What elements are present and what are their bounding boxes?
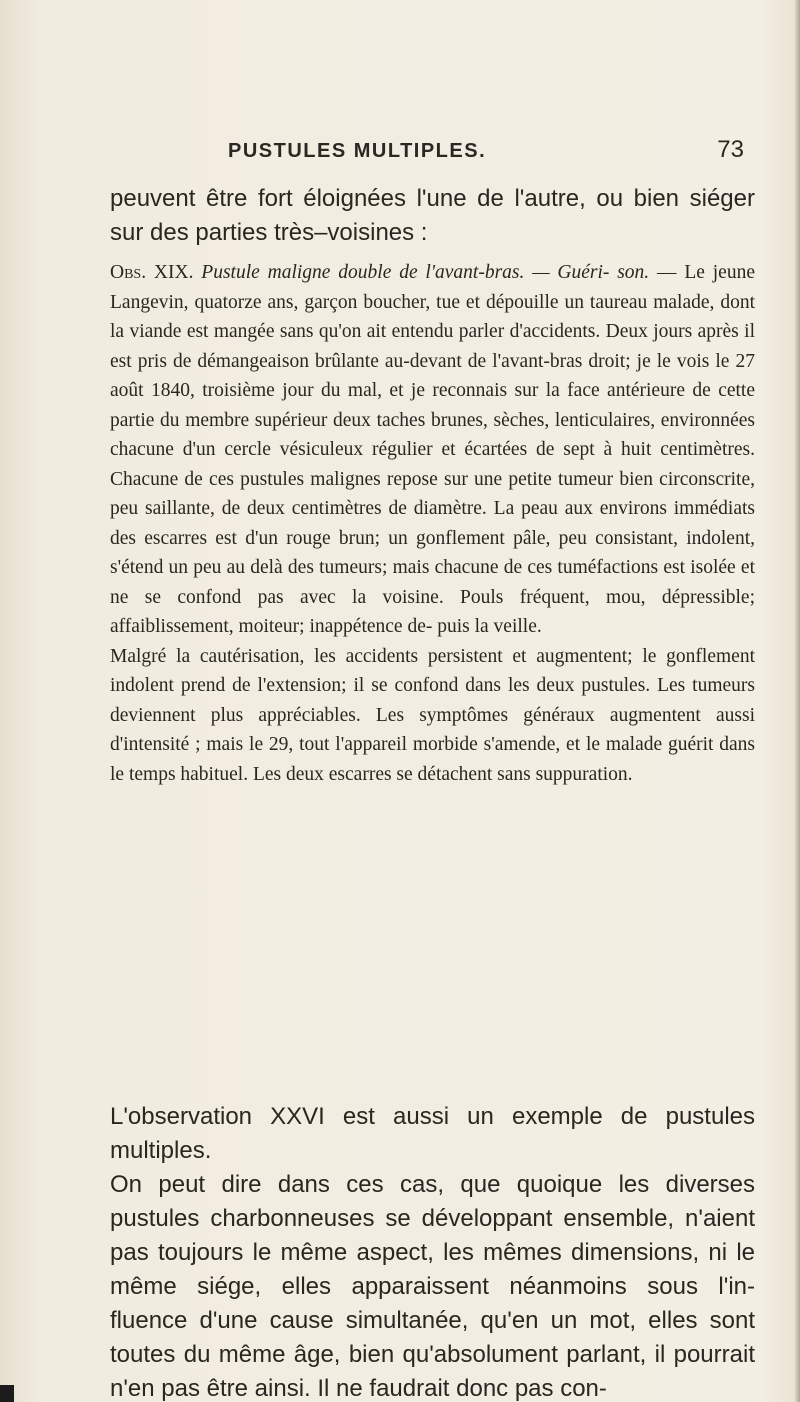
conclusion-paragraph-2: On peut dire dans ces cas, que quoique les diverses pustules charbonneuses se développant ensemble, n'aient pas toujours le même aspect, les mêmes dimensions, ni le même siége, elles apparaissent néanmoins sous l'in- fluence d'une cause simultanée, qu'en un mot, elles sont toutes du même âge, bien qu'absolument parlant, il pourrait n'en pas être ainsi. Il ne faudrait donc pas con- — [110, 1171, 755, 1402]
observation-continuation: Malgré la cautérisation, les accidents persistent et augmentent; le gonflement indolent prend de l'extension; il se confond dans les deux pustules. Les tumeurs deviennent plus appréciables. Les symptômes généraux augmentent aussi d'intensité ; mais le 29, tout l'appareil morbide s'amende, et le malade guérit dans le temps habituel. Les deux escarres se détachent sans suppuration. — [110, 645, 755, 785]
intro-paragraph: peuvent être fort éloignées l'une de l'autre, ou bien siéger sur des parties très–voisines : — [110, 185, 755, 246]
observation-label: Obs. XIX. — [110, 262, 194, 283]
page-edge-shadow — [794, 0, 800, 1402]
observation-body: — Le jeune Langevin, quatorze ans, garçon boucher, tue et dépouille un taureau malade, dont la viande est mangée sans qu'on ait entendu parler d'accidents. Deux jours après il est pris de démangeaison brûlante au-devant de l'avant-bras droit; je le vois le 27 août 1840, troisième jour du mal, et je reconnais sur la face antérieure de cette partie du membre supérieur deux taches brunes, sèches, lenticulaires, environnées chacune d'un cercle vésiculeux régulier et écartées de sept à huit centimètres. Chacune de ces pustules malignes repose sur une petite tumeur bien circonscrite, peu saillante, de deux centimètres de diamètre. La peau aux environs immédiats des escarres est d'un rouge brun; un gonflement pâle, peu consistant, indolent, s'étend un peu au delà des tumeurs; mais chacune de ces tuméfactions est isolée et ne se confond pas avec la voisine. Pouls fréquent, mou, dépressible; affaiblissement, moiteur; inappétence de- puis la veille. — [110, 262, 755, 637]
page-number: 73 — [717, 136, 744, 163]
running-head — [0, 136, 800, 170]
running-head-title: PUSTULES MULTIPLES. — [228, 140, 487, 162]
scan-corner-mark — [0, 1385, 14, 1402]
intro-paragraph-block — [110, 182, 755, 250]
conclusion-block — [110, 1100, 755, 1402]
conclusion-paragraph-1: L'observation XXVI est aussi un exemple de pustules multiples. — [110, 1103, 755, 1164]
observation-title: Pustule maligne double de l'avant-bras. — Guéri- son. — [201, 262, 650, 283]
observation-paragraph — [110, 258, 755, 642]
observation-block — [110, 258, 755, 789]
